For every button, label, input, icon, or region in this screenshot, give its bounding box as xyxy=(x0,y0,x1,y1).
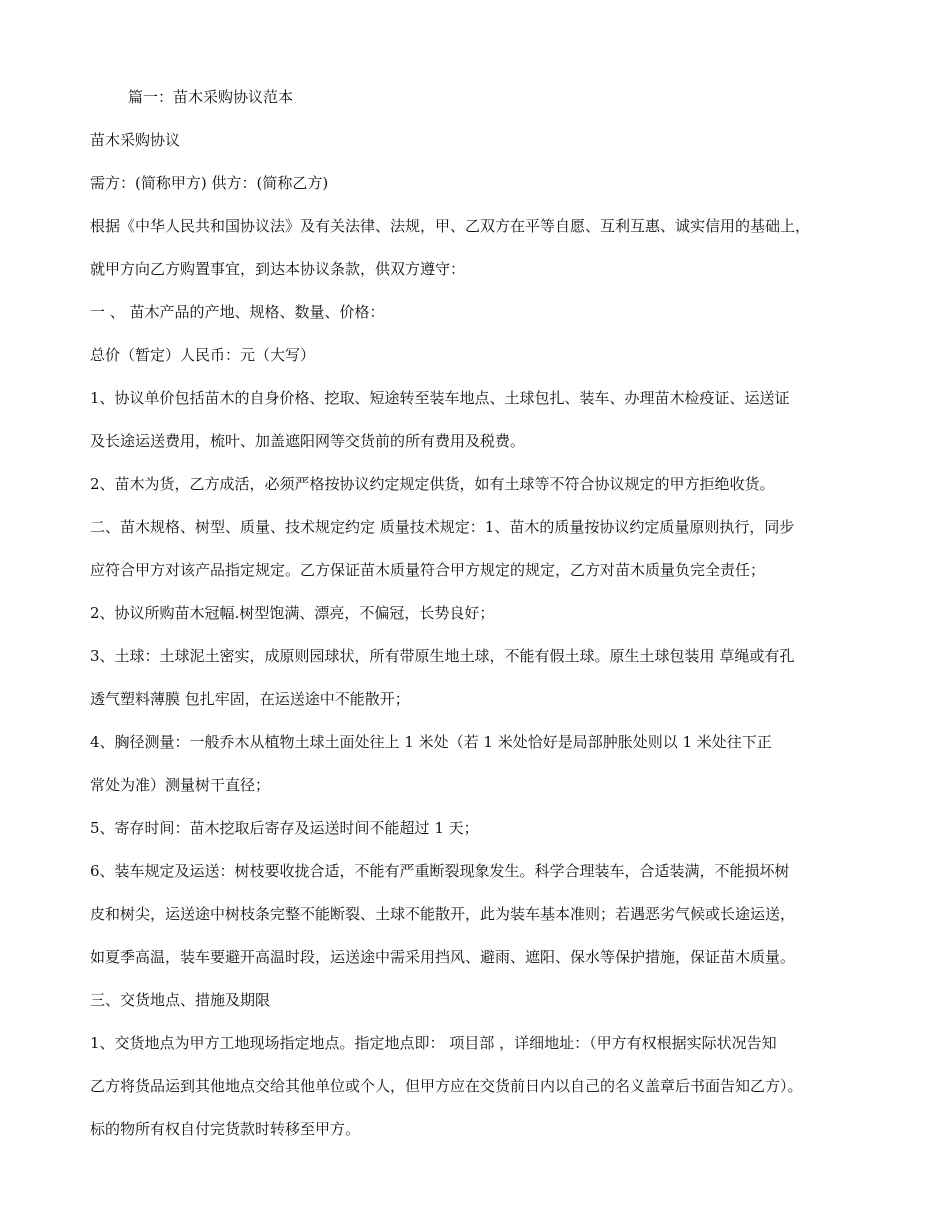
parties-line: 需方：(简称甲方) 供方：(简称乙方) xyxy=(90,174,329,192)
text-line: 标的物所有权自付完货款时转移至甲方。 xyxy=(90,1120,361,1138)
text-line: 1、交货地点为甲方工地现场指定地点。指定地点即： 项目部 ，详细地址：（甲方有权根据实际状况告知 xyxy=(90,1034,777,1052)
text-line: 1、协议单价包括苗木的自身价格、挖取、短途转至装车地点、土球包扎、装车、办理苗木检疫证、运送证 xyxy=(90,389,790,407)
text-line: 常处为准）测量树干直径； xyxy=(90,776,271,794)
text-line: 6、装车规定及运送：树枝要收拢合适，不能有严重断裂现象发生。科学合理装车，合适装满，不能损坏树 xyxy=(90,862,790,880)
text-line: 一 、 苗木产品的产地、规格、数量、价格： xyxy=(90,303,385,321)
text-line: 应符合甲方对该产品指定规定。乙方保证苗木质量符合甲方规定的规定，乙方对苗木质量负完全责任； xyxy=(90,561,766,579)
text-line: 2、苗木为货，乙方成活，必须严格按协议约定规定供货，如有土球等不符合协议规定的甲方拒绝收货。 xyxy=(90,475,775,493)
text-line: 根据《中华人民共和国协议法》及有关法律、法规，甲、乙双方在平等自愿、互利互惠、诚实信用的基础上， xyxy=(90,217,811,235)
text-line: 2、协议所购苗木冠幅.树型饱满、漂亮，不偏冠，长势良好； xyxy=(90,604,495,622)
text-line: 如夏季高温，装车要避开高温时段，运送途中需采用挡风、避雨、遮阳、保水等保护措施，保证苗木质量。 xyxy=(90,948,796,966)
section-heading: 篇一：苗木采购协议范本 xyxy=(128,88,294,106)
text-line: 乙方将货品运到其他地点交给其他单位或个人，但甲方应在交货前日内以自己的名义盖章后书面告知乙方）。 xyxy=(90,1077,803,1095)
text-line: 5、寄存时间：苗木挖取后寄存及运送时间不能超过 1 天； xyxy=(90,819,479,837)
text-line: 总价（暂定）人民币：元（大写） xyxy=(90,346,316,364)
document-title: 苗木采购协议 xyxy=(90,131,181,149)
text-line: 及长途运送费用，梳叶、加盖遮阳网等交货前的所有费用及税费。 xyxy=(90,432,526,450)
text-line: 皮和树尖，运送途中树枝条完整不能断裂、土球不能散开，此为装车基本准则；若遇恶劣气候或长途运送， xyxy=(90,905,796,923)
text-line: 4、胸径测量：一般乔木从植物土球土面处往上 1 米处（若 1 米处恰好是局部肿胀处则以 1 米处往下正 xyxy=(90,733,772,751)
text-line: 二、苗木规格、树型、质量、技术规定约定 质量技术规定：1、苗木的质量按协议约定质量原则执行，同步 xyxy=(90,518,795,536)
text-line: 就甲方向乙方购置事宜，到达本协议条款，供双方遵守： xyxy=(90,260,466,278)
text-line: 3、土球：土球泥土密实，成原则园球状，所有带原生地土球，不能有假土球。原生土球包装用 草绳或有孔 xyxy=(90,647,795,665)
text-line: 透气塑料薄膜 包扎牢固，在运送途中不能散开； xyxy=(90,690,410,708)
text-line: 三、交货地点、措施及期限 xyxy=(90,991,271,1009)
